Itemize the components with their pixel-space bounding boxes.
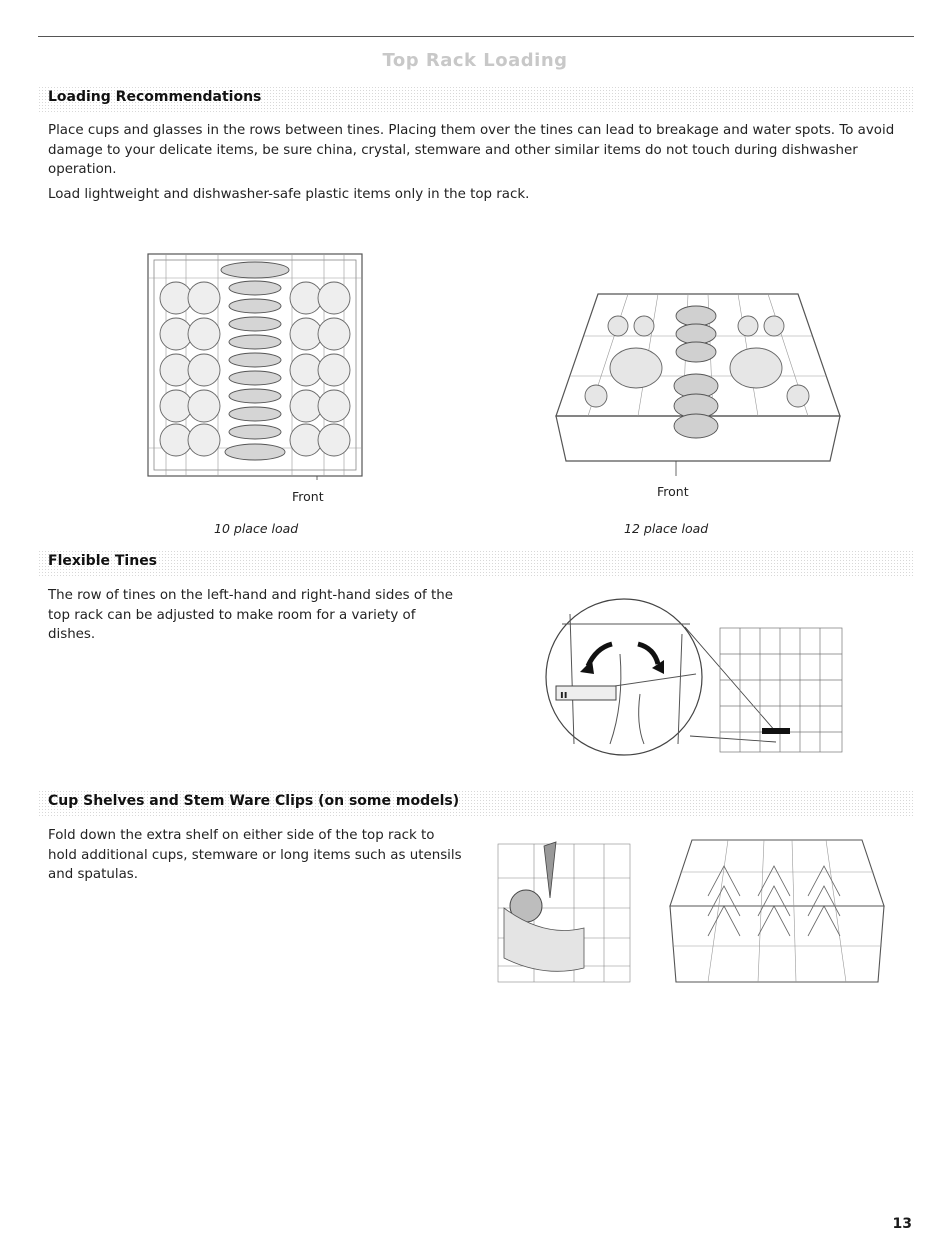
rack-top-view-illustration [146, 248, 364, 480]
figure-cup-shelf [484, 838, 634, 988]
page-number: 13 [892, 1216, 912, 1232]
section-heading-cup-shelves [38, 790, 914, 816]
section-heading-loading [38, 86, 914, 112]
top-rule [38, 36, 914, 37]
stemware-rack-illustration [668, 836, 886, 986]
svg-text:ıı: ıı [560, 688, 568, 701]
tines-heading-text: Flexible Tines [48, 553, 158, 569]
page-title: Top Rack Loading [382, 50, 568, 71]
cup-shelf-illustration [484, 838, 634, 988]
figure-10-place-load [146, 248, 364, 480]
tines-illustration [540, 594, 846, 760]
loading-paragraph-1: Place cups and glasses in the rows between tines. Placing them over the tines can lead to breakage and water spots. To avoid damage to your delicate items, be sure china, crystal, stemware and other similar items do not touch during dishwasher operation. [48, 123, 895, 177]
figure-stemware-clips [668, 836, 886, 986]
rack-perspective-illustration [548, 286, 848, 476]
tines-paragraph: The row of tines on the left-hand and right-hand sides of the top rack can be adjusted to make room for a variety of dishes. [48, 588, 453, 642]
figure-flexible-tines [540, 594, 846, 760]
caption-12-place-load: 12 place load [624, 521, 709, 536]
cup-shelves-paragraph: Fold down the extra shelf on either side of the top rack to hold additional cups, stemware or long items such as utensils and spatulas. [48, 828, 462, 882]
caption-10-place-load: 10 place load [214, 521, 299, 536]
section-heading-tines [38, 550, 914, 576]
loading-heading-text: Loading Recommendations [48, 89, 262, 105]
front-label-right: Front [657, 484, 689, 499]
front-label-left: Front [292, 489, 324, 504]
figure-12-place-load [548, 286, 848, 476]
cup-shelves-heading-text: Cup Shelves and Stem Ware Clips (on some models) [48, 793, 460, 809]
loading-paragraph-2: Load lightweight and dishwasher-safe plastic items only in the top rack. [48, 187, 530, 202]
